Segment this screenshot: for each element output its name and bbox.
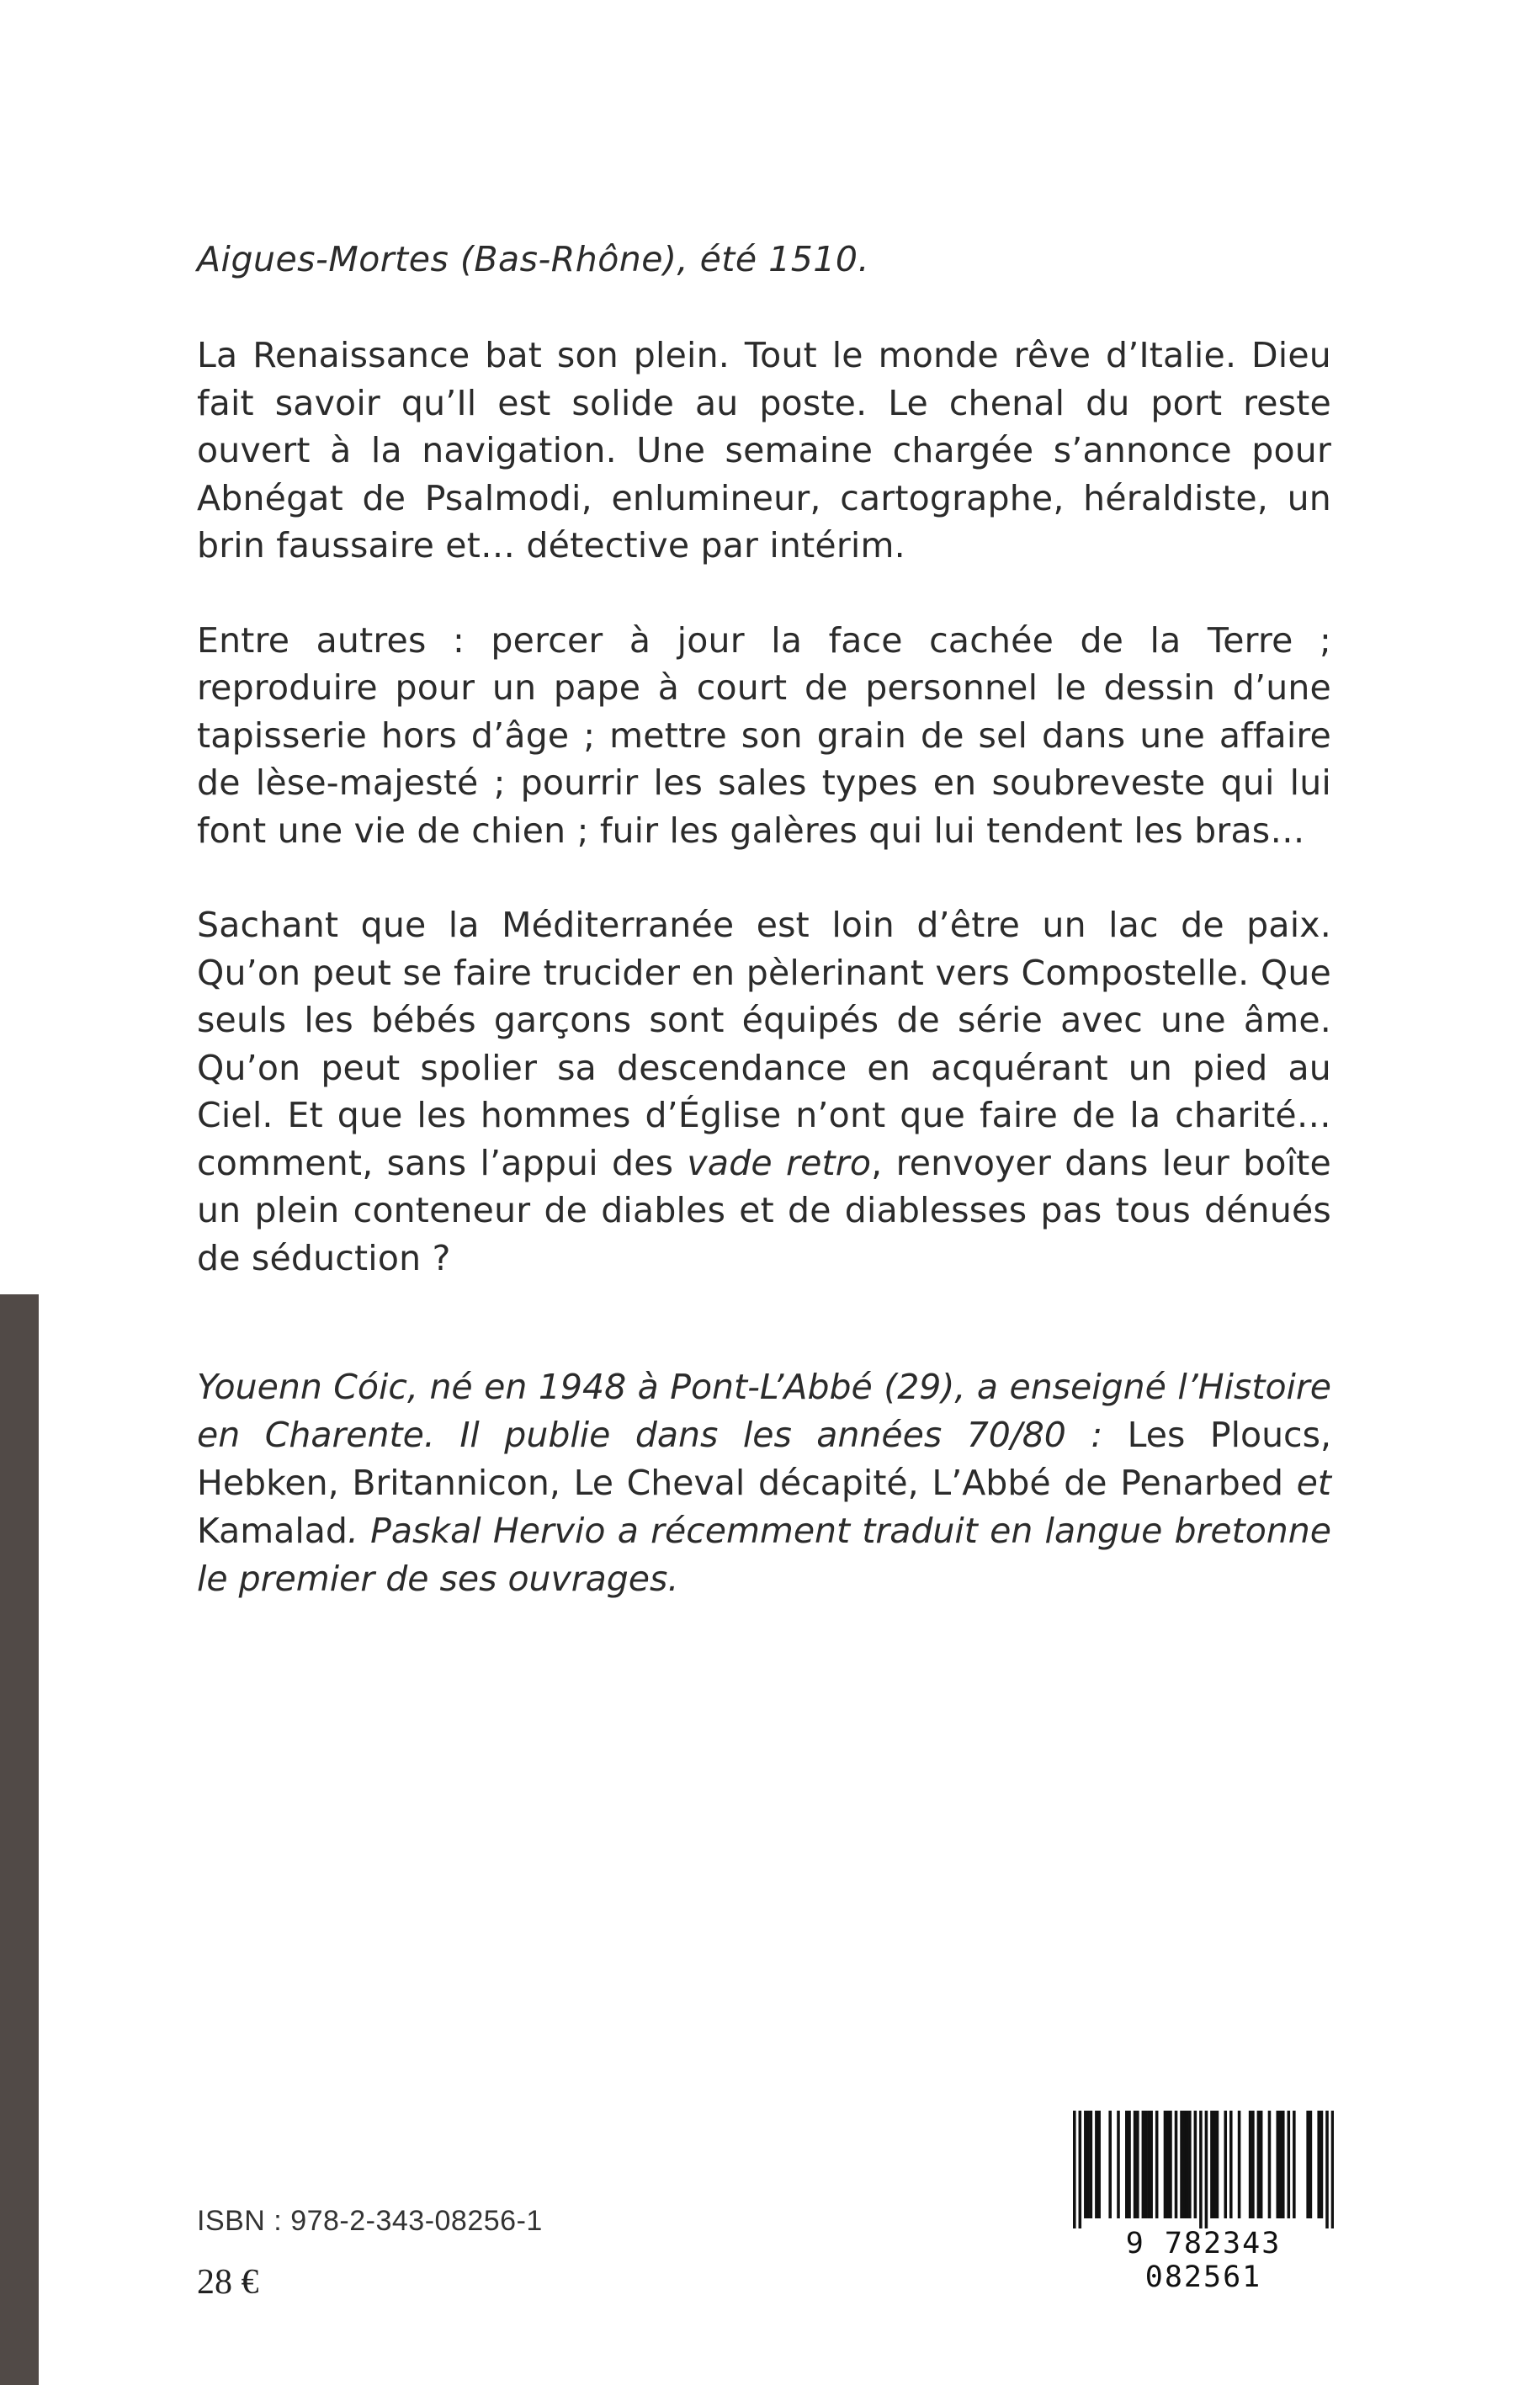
author-bio-outro: . Paskal Hervio a récemment traduit en langue bretonne le premier de ses ouvrages. bbox=[197, 1511, 1331, 1599]
back-cover-blurb bbox=[197, 236, 1331, 1329]
barcode-bar bbox=[1276, 2111, 1279, 2218]
barcode-bar bbox=[1199, 2111, 1203, 2228]
author-last-title: Kamalad bbox=[197, 1511, 348, 1551]
barcode-bar bbox=[1249, 2111, 1252, 2218]
barcode-bar bbox=[1188, 2111, 1192, 2218]
barcode-bar bbox=[1293, 2111, 1296, 2218]
barcode-bar bbox=[1205, 2111, 1208, 2228]
author-works-titles: Les Ploucs, Hebken, Britannicon, Le Cheval décapité, L’Abbé de Penarbed bbox=[197, 1415, 1331, 1503]
author-bio-conjunction: et bbox=[1282, 1463, 1331, 1503]
barcode-bar bbox=[1155, 2111, 1159, 2218]
barcode-bar bbox=[1331, 2111, 1334, 2228]
side-color-band bbox=[0, 1294, 39, 2385]
barcode-bar bbox=[1117, 2111, 1120, 2218]
blurb-paragraph-3-part-1: Sachant que la Méditerranée est loin d’être un lac de paix. Qu’on peut se faire trucider en pèlerinant vers Compostelle. Que seuls les bébés garçons sont équipés de série avec une âme. Qu’on peut spolier sa descendance en acquérant un pied au Ciel. Et que les hommes d’Église n’ont que faire de la charité… comment, sans l’appui des bbox=[197, 905, 1331, 1183]
barcode-bar bbox=[1134, 2111, 1137, 2218]
barcode-bar bbox=[1186, 2111, 1189, 2218]
barcode-bar bbox=[1125, 2111, 1128, 2218]
barcode-bar bbox=[1090, 2111, 1093, 2218]
barcode-bar bbox=[1210, 2111, 1213, 2218]
barcode-bar bbox=[1257, 2111, 1261, 2218]
barcode-bar bbox=[1128, 2111, 1131, 2218]
barcode-digits: 9 782343 082561 bbox=[1125, 2227, 1282, 2294]
setting-line: Aigues-Mortes (Bas-Rhône), été 1510. bbox=[197, 239, 870, 279]
barcode-bar bbox=[1216, 2111, 1219, 2218]
vade-retro-italic: vade retro bbox=[687, 1142, 872, 1183]
barcode-bar bbox=[1084, 2111, 1087, 2218]
barcode-bar bbox=[1251, 2111, 1255, 2218]
barcode-bar bbox=[1213, 2111, 1216, 2218]
barcode-bar bbox=[1268, 2111, 1272, 2218]
barcode-bar bbox=[1288, 2111, 1291, 2218]
barcode-bar bbox=[1086, 2111, 1090, 2218]
barcode-bar bbox=[1238, 2111, 1241, 2218]
barcode-bar bbox=[1175, 2111, 1178, 2218]
price-label: 28 € bbox=[197, 2263, 259, 2302]
barcode-bar bbox=[1260, 2111, 1263, 2218]
author-bio bbox=[197, 1363, 1331, 1603]
barcode-bar bbox=[1309, 2111, 1313, 2218]
barcode-bar bbox=[1229, 2111, 1233, 2218]
author-bio-intro: , né en 1948 à Pont-L’Abbé (29), a enseigné l’Histoire en Charente. Il publie dans les années 70/80 : bbox=[197, 1367, 1332, 1455]
barcode-bar bbox=[1095, 2111, 1098, 2218]
isbn-label: ISBN : 978-2-343-08256-1 bbox=[197, 2205, 543, 2237]
barcode-bar bbox=[1306, 2111, 1309, 2218]
blurb-paragraph-2: Entre autres : percer à jour la face cachée de la Terre ; reproduire pour un pape à court de personnel le dessin d’une tapisserie hors d’âge ; mettre son grain de sel dans une affaire de lèse-majesté ; pourrir les sales types en soubreveste qui lui font une vie de chien ; fuir les galères qui lui tendent les bras… bbox=[197, 619, 1331, 851]
barcode-bars bbox=[1073, 2111, 1334, 2228]
blurb-paragraph-3-part-2: , renvoyer dans leur boîte un plein conteneur de diables et de diablesses pas tous dénués de séduction ? bbox=[197, 1142, 1331, 1278]
barcode-bar bbox=[1150, 2111, 1153, 2218]
barcode-bar bbox=[1147, 2111, 1150, 2218]
barcode-bar bbox=[1317, 2111, 1320, 2218]
barcode-bar bbox=[1282, 2111, 1285, 2218]
barcode bbox=[1065, 2104, 1342, 2294]
barcode-bar bbox=[1097, 2111, 1101, 2218]
barcode-bar bbox=[1108, 2111, 1112, 2218]
barcode-bar bbox=[1136, 2111, 1139, 2218]
blurb-paragraph-1: La Renaissance bat son plein. Tout le monde rêve d’Italie. Dieu fait savoir qu’Il est solide au poste. Le chenal du port reste ouvert à la navigation. Une semaine chargée s’annonce pour Abnégat de Psalmodi, enlumineur, cartographe, héraldiste, un brin faussaire et… détective par intérim. bbox=[197, 335, 1331, 566]
barcode-bar bbox=[1194, 2111, 1197, 2218]
barcode-bar bbox=[1180, 2111, 1183, 2218]
barcode-bar bbox=[1164, 2111, 1167, 2218]
barcode-bar bbox=[1224, 2111, 1227, 2218]
barcode-bar bbox=[1325, 2111, 1329, 2228]
barcode-bar bbox=[1144, 2111, 1148, 2218]
barcode-bar bbox=[1073, 2111, 1076, 2228]
barcode-bar bbox=[1169, 2111, 1172, 2218]
barcode-bar bbox=[1320, 2111, 1324, 2218]
barcode-bar bbox=[1183, 2111, 1187, 2218]
barcode-bar bbox=[1142, 2111, 1145, 2218]
blurb-paragraph-3 bbox=[197, 901, 1331, 1282]
barcode-bar bbox=[1279, 2111, 1282, 2218]
barcode-bar bbox=[1079, 2111, 1082, 2228]
author-name: Youenn Cóic bbox=[197, 1367, 407, 1407]
barcode-bar bbox=[1166, 2111, 1170, 2218]
